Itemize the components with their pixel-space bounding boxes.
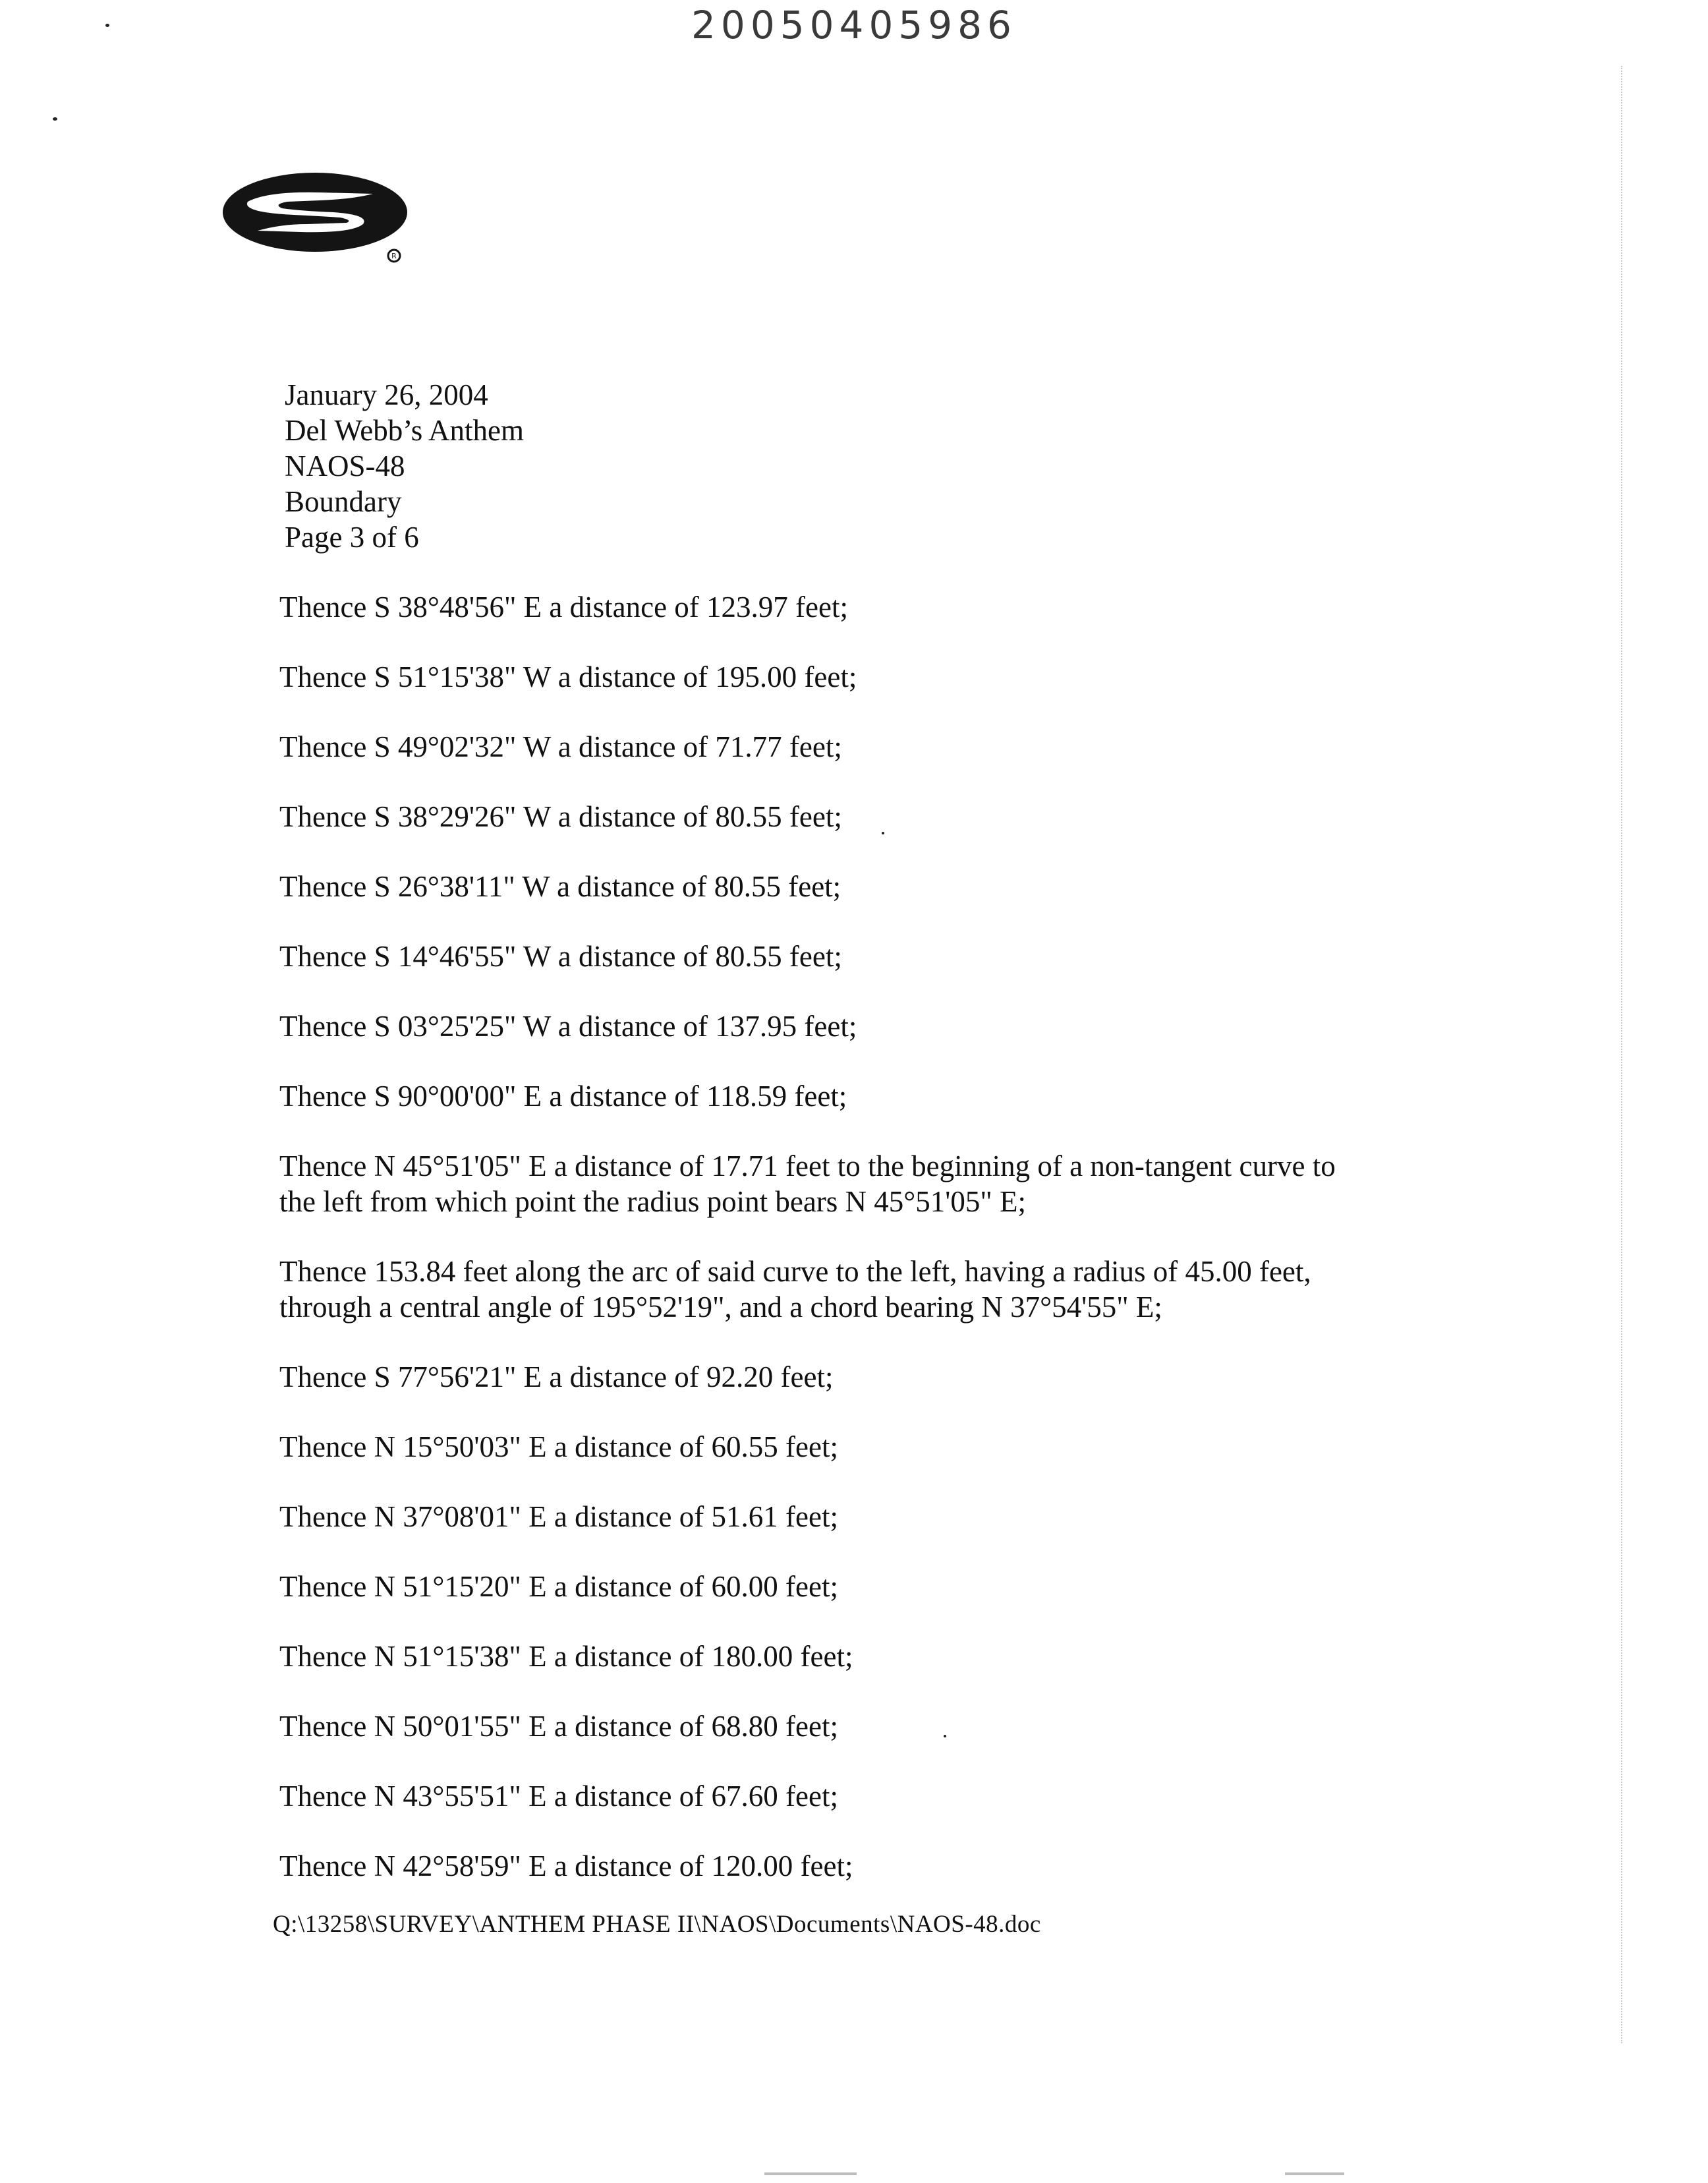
project-name: Del Webb’s Anthem (285, 414, 525, 447)
document-date: January 26, 2004 (285, 378, 488, 411)
scan-speck (944, 1735, 946, 1737)
curve-arc-line-1: Thence 153.84 feet along the arc of said curve to the left, having a radius of 45.00 feet, (279, 1255, 1311, 1288)
scan-speck (105, 24, 109, 27)
course-line: Thence S 49°02'32" W a distance of 71.77 feet; (279, 730, 842, 763)
course-line: Thence S 03°25'25" W a distance of 137.95 feet; (279, 1010, 857, 1043)
course-line: Thence N 51°15'20" E a distance of 60.00 feet; (279, 1570, 838, 1603)
course-line: Thence N 50°01'55" E a distance of 68.80 feet; (279, 1710, 838, 1743)
document-subject: Boundary (285, 485, 402, 518)
curve-start-line-2: the left from which point the radius point bears N 45°51'05" E; (279, 1185, 1026, 1218)
svg-text:R: R (391, 252, 397, 260)
course-line: Thence S 77°56'21" E a distance of 92.20 feet; (279, 1360, 834, 1393)
parcel-id: NAOS-48 (285, 450, 405, 482)
scan-smudge (764, 2172, 857, 2175)
scan-smudge (1285, 2172, 1344, 2175)
course-line: Thence N 51°15'38" E a distance of 180.00 feet; (279, 1640, 853, 1673)
curve-arc-paragraph (279, 1254, 1466, 1325)
course-line: Thence S 90°00'00" E a distance of 118.59 feet; (279, 1080, 847, 1113)
course-line: Thence N 43°55'51" E a distance of 67.60 feet; (279, 1780, 838, 1813)
course-line: Thence N 15°50'03" E a distance of 60.55 feet; (279, 1430, 838, 1463)
scan-speck (53, 117, 57, 121)
page-indicator: Page 3 of 6 (285, 521, 419, 554)
s-logo-icon (221, 169, 419, 268)
curve-start-line-1: Thence N 45°51'05" E a distance of 17.71 feet to the beginning of a non-tangent curve to (279, 1150, 1336, 1182)
document-number: 20050405986 (691, 3, 1017, 47)
legal-description (279, 589, 1466, 1918)
course-line: Thence N 42°58'59" E a distance of 120.00 feet; (279, 1849, 853, 1882)
footer-file-path: Q:\13258\SURVEY\ANTHEM PHASE II\NAOS\Documents\NAOS-48.doc (273, 1911, 1041, 1938)
curve-arc-line-2: through a central angle of 195°52'19", and a chord bearing N 37°54'55" E; (279, 1291, 1162, 1324)
course-line: Thence S 38°29'26" W a distance of 80.55 feet; (279, 800, 842, 833)
course-line: Thence N 37°08'01" E a distance of 51.61 feet; (279, 1500, 838, 1533)
document-header (285, 377, 524, 555)
course-line: Thence S 26°38'11" W a distance of 80.55 feet; (279, 870, 841, 903)
scan-edge-artifact (1620, 66, 1622, 2043)
company-logo (221, 169, 419, 268)
course-line: Thence S 38°48'56" E a distance of 123.97 feet; (279, 591, 848, 624)
course-line: Thence S 51°15'38" W a distance of 195.00 feet; (279, 660, 857, 693)
curve-start-paragraph (279, 1148, 1466, 1219)
course-line: Thence S 14°46'55" W a distance of 80.55 feet; (279, 940, 842, 973)
scan-speck (882, 832, 884, 834)
